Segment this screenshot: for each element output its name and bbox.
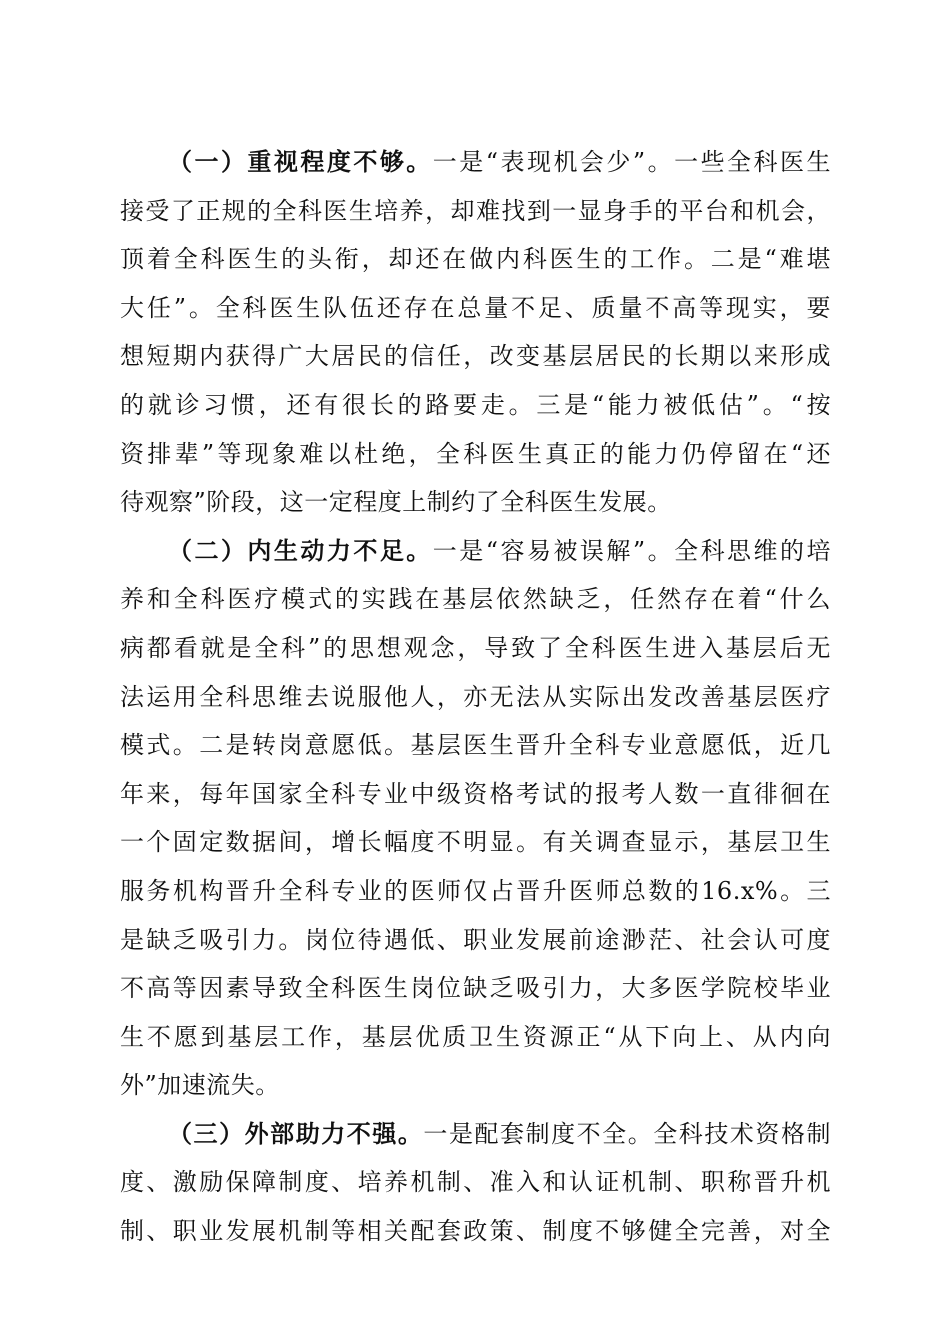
paragraph-2-line-5: 模式。二是转岗意愿低。基层医生晋升全科专业意愿低，近几 <box>120 731 831 760</box>
paragraph-3-line-3: 制、职业发展机制等相关配套政策、制度不够健全完善，对全 <box>120 1217 831 1246</box>
paragraph-1-line-5: 想短期内获得广大居民的信任，改变基层居民的长期以来形成 <box>120 342 831 371</box>
paragraph-1-line-4: 大任”。全科医生队伍还存在总量不足、质量不高等现实，要 <box>120 293 831 322</box>
paragraph-3-line-2: 度、激励保障制度、培养机制、准入和认证机制、职称晋升机 <box>120 1168 831 1197</box>
paragraph-2-line-1 <box>120 527 831 576</box>
paragraph-3-line-1 <box>120 1110 831 1159</box>
paragraph-2-line-11: 生不愿到基层工作，基层优质卫生资源正“从下向上、从内向 <box>120 1022 831 1051</box>
paragraph-2-line-4: 法运用全科思维去说服他人，亦无法从实际出发改善基层医疗 <box>120 682 831 711</box>
paragraph-2-line-8: 服务机构晋升全科专业的医师仅占晋升医师总数的16.x%。三 <box>120 876 831 905</box>
paragraph-1-line-3: 顶着全科医生的头衔，却还在做内科医生的工作。二是“难堪 <box>120 245 831 274</box>
paragraph-1-text: 一是“表现机会少”。一些全科医生 <box>432 148 831 176</box>
paragraph-3-text: 一是配套制度不全。全科技术资格制 <box>423 1119 832 1148</box>
paragraph-2-line-3: 病都看就是全科”的思想观念，导致了全科医生进入基层后无 <box>120 633 831 662</box>
document-body <box>120 138 831 1256</box>
paragraph-2-line-10: 不高等因素导致全科医生岗位缺乏吸引力，大多医学院校毕业 <box>120 974 831 1003</box>
paragraph-1-line-2: 接受了正规的全科医生培养，却难找到一显身手的平台和机会， <box>120 196 831 225</box>
paragraph-1-line-6: 的就诊习惯，还有很长的路要走。三是“能力被低估”。“按 <box>120 390 831 419</box>
paragraph-1-line-8: 待观察”阶段，这一定程度上制约了全科医生发展。 <box>120 488 672 517</box>
paragraph-2-line-12: 外”加速流失。 <box>120 1071 280 1100</box>
paragraph-2-heading: （二）内生动力不足。 <box>168 535 433 565</box>
paragraph-2-line-9: 是缺乏吸引力。岗位待遇低、职业发展前途渺茫、社会认可度 <box>120 925 831 954</box>
paragraph-2-line-2: 养和全科医疗模式的实践在基层依然缺乏，任然存在着“什么 <box>120 585 831 614</box>
paragraph-1-line-7: 资排辈”等现象难以杜绝，全科医生真正的能力仍停留在“还 <box>120 439 831 468</box>
paragraph-2-text: 一是“容易被误解”。全科思维的培 <box>432 536 831 565</box>
paragraph-1-heading: （一）重视程度不够。 <box>168 147 433 176</box>
paragraph-2-line-6: 年来，每年国家全科专业中级资格考试的报考人数一直徘徊在 <box>120 779 831 808</box>
paragraph-3-heading: （三）外部助力不强。 <box>168 1118 424 1148</box>
paragraph-2-line-7: 一个固定数据间，增长幅度不明显。有关调查显示，基层卫生 <box>120 828 831 857</box>
paragraph-1-line-1 <box>120 138 831 187</box>
